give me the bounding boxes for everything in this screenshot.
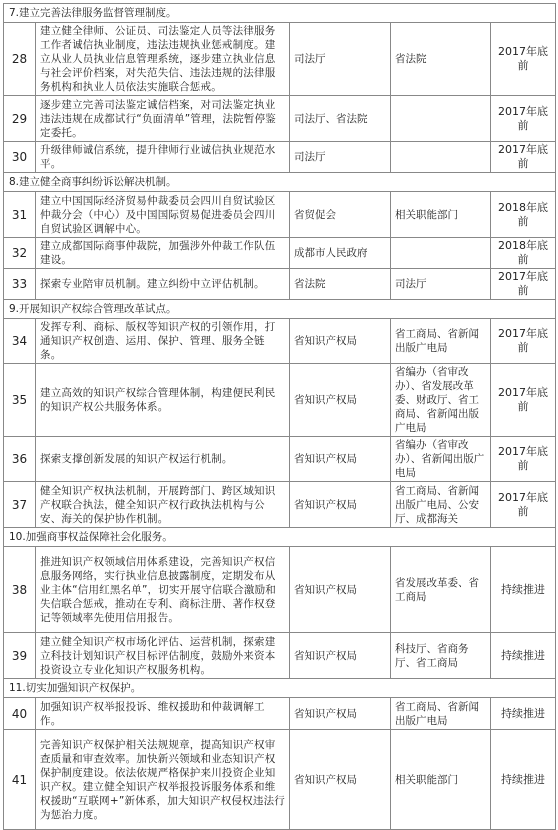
task-row — [4, 698, 556, 730]
task-number-cell: 30 — [4, 142, 36, 173]
lead-department-cell: 成都市人民政府 — [290, 238, 391, 269]
task-description-cell: 探索专业陪审员机制。建立纠纷中立评估机制。 — [36, 269, 290, 300]
section-header-row — [4, 528, 556, 547]
cooperating-department-cell: 省发展改革委、省工商局 — [391, 547, 491, 633]
task-description-cell: 完善知识产权保护相关法规规章，提高知识产权审查质量和审查效率。加快新兴领域和业态知识产权保护制度建设。依法依规严格保护来川投资企业知识产权。建立健全知识产权举报投诉服务体系和维权援助“互联网+”新体系，加大知识产权侵权违法行为惩治力度。 — [36, 730, 290, 830]
task-number-cell: 36 — [4, 437, 36, 482]
task-description-cell: 推进知识产权领域信用体系建设，完善知识产权信息服务网络，实行执业信息披露制度，定期发布从业主体“信用红黑名单”，切实开展守信联合激励和失信联合惩戒，推动在专利、商标注册、著作权登记等领域率先使用信用报告。 — [36, 547, 290, 633]
cooperating-department-cell: 省工商局、省新闻出版广电局 — [391, 698, 491, 730]
task-number-cell: 31 — [4, 192, 36, 238]
task-row — [4, 482, 556, 528]
lead-department-cell: 省知识产权局 — [290, 482, 391, 528]
section-title: 9.开展知识产权综合管理改革试点。 — [4, 300, 556, 319]
deadline-cell: 2017年底前 — [491, 142, 556, 173]
task-number-cell: 33 — [4, 269, 36, 300]
lead-department-cell: 省法院 — [290, 269, 391, 300]
task-number-cell: 37 — [4, 482, 36, 528]
cooperating-department-cell: 省工商局、省新闻出版广电局 — [391, 319, 491, 364]
task-description-cell: 建立成都国际商事仲裁院，加强涉外仲裁工作队伍建设。 — [36, 238, 290, 269]
lead-department-cell: 省知识产权局 — [290, 437, 391, 482]
task-row — [4, 96, 556, 142]
deadline-cell: 2017年底前 — [491, 96, 556, 142]
task-description-cell: 健全知识产权执法机制，开展跨部门、跨区域知识产权联合执法，健全知识产权行政执法机构与公安、海关的保护协作机制。 — [36, 482, 290, 528]
section-title: 7.建立完善法律服务监督管理制度。 — [4, 4, 556, 23]
cooperating-department-cell: 科技厅、省商务厅、省工商局 — [391, 633, 491, 679]
task-description-cell: 逐步建立完善司法鉴定诚信档案，对司法鉴定执业违法违规在成都试行“负面清单”管理，法院暂停鉴定委托。 — [36, 96, 290, 142]
lead-department-cell: 省知识产权局 — [290, 698, 391, 730]
cooperating-department-cell — [391, 142, 491, 173]
task-number-cell: 32 — [4, 238, 36, 269]
task-number-cell: 35 — [4, 364, 36, 437]
lead-department-cell: 司法厅 — [290, 142, 391, 173]
tasks-table-body — [4, 4, 556, 830]
deadline-cell: 2017年底前 — [491, 319, 556, 364]
lead-department-cell: 省知识产权局 — [290, 633, 391, 679]
task-description-cell: 加强知识产权举报投诉、维权援助和仲裁调解工作。 — [36, 698, 290, 730]
task-description-cell: 建立高效的知识产权综合管理体制，构建便民利民的知识产权公共服务体系。 — [36, 364, 290, 437]
section-header-row — [4, 173, 556, 192]
cooperating-department-cell — [391, 96, 491, 142]
deadline-cell: 持续推进 — [491, 633, 556, 679]
section-header-row — [4, 300, 556, 319]
task-number-cell: 38 — [4, 547, 36, 633]
deadline-cell: 持续推进 — [491, 730, 556, 830]
cooperating-department-cell: 省编办（省审改办）、省新闻出版广电局 — [391, 437, 491, 482]
deadline-cell: 2017年底前 — [491, 23, 556, 96]
task-description-cell: 建立健全知识产权市场化评估、运营机制，探索建立科技计划知识产权目标评估制度，鼓励外来资本投资设立专业化知识产权服务机构。 — [36, 633, 290, 679]
task-row — [4, 269, 556, 300]
tasks-table — [3, 3, 556, 830]
task-row — [4, 364, 556, 437]
task-row — [4, 547, 556, 633]
section-header-row — [4, 679, 556, 698]
cooperating-department-cell: 相关职能部门 — [391, 730, 491, 830]
lead-department-cell: 省贸促会 — [290, 192, 391, 238]
task-row — [4, 23, 556, 96]
task-number-cell: 29 — [4, 96, 36, 142]
lead-department-cell: 省知识产权局 — [290, 547, 391, 633]
cooperating-department-cell: 省法院 — [391, 23, 491, 96]
task-number-cell: 39 — [4, 633, 36, 679]
task-row — [4, 142, 556, 173]
task-number-cell: 40 — [4, 698, 36, 730]
task-row — [4, 238, 556, 269]
deadline-cell: 持续推进 — [491, 698, 556, 730]
task-description-cell: 建立中国国际经济贸易仲裁委员会四川自贸试验区仲裁分会（中心）及中国国际贸易促进委员会四川自贸试验区调解中心。 — [36, 192, 290, 238]
task-description-cell: 探索支撑创新发展的知识产权运行机制。 — [36, 437, 290, 482]
task-row — [4, 633, 556, 679]
lead-department-cell: 省知识产权局 — [290, 319, 391, 364]
task-description-cell: 发挥专利、商标、版权等知识产权的引领作用，打通知识产权创造、运用、保护、管理、服务全链条。 — [36, 319, 290, 364]
lead-department-cell: 省知识产权局 — [290, 364, 391, 437]
cooperating-department-cell — [391, 238, 491, 269]
section-title: 8.建立健全商事纠纷诉讼解决机制。 — [4, 173, 556, 192]
task-number-cell: 28 — [4, 23, 36, 96]
section-title: 10.加强商事权益保障社会化服务。 — [4, 528, 556, 547]
deadline-cell: 2017年底前 — [491, 437, 556, 482]
cooperating-department-cell: 司法厅 — [391, 269, 491, 300]
deadline-cell: 2017年底前 — [491, 269, 556, 300]
deadline-cell: 2017年底前 — [491, 364, 556, 437]
section-title: 11.切实加强知识产权保护。 — [4, 679, 556, 698]
deadline-cell: 2018年底前 — [491, 238, 556, 269]
cooperating-department-cell: 省编办（省审改办）、省发展改革委、财政厅、省工商局、省新闻出版广电局 — [391, 364, 491, 437]
task-row — [4, 192, 556, 238]
cooperating-department-cell: 相关职能部门 — [391, 192, 491, 238]
task-row — [4, 319, 556, 364]
deadline-cell: 2018年底前 — [491, 192, 556, 238]
deadline-cell: 持续推进 — [491, 547, 556, 633]
lead-department-cell: 司法厅、省法院 — [290, 96, 391, 142]
section-header-row — [4, 4, 556, 23]
task-number-cell: 41 — [4, 730, 36, 830]
task-description-cell: 升级律师诚信系统，提升律师行业诚信执业规范水平。 — [36, 142, 290, 173]
deadline-cell: 2017年底前 — [491, 482, 556, 528]
lead-department-cell: 省知识产权局 — [290, 730, 391, 830]
lead-department-cell: 司法厅 — [290, 23, 391, 96]
cooperating-department-cell: 省工商局、省新闻出版广电局、公安厅、成都海关 — [391, 482, 491, 528]
task-description-cell: 建立健全律师、公证员、司法鉴定人员等法律服务工作者诚信执业制度，违法违规执业惩戒制度。建立从业人员执业信息管理系统，逐步建立执业信息与社会评价档案，对失范失信、违法违规的法律服务机构和执业人员依法实施联合惩戒。 — [36, 23, 290, 96]
task-row — [4, 730, 556, 830]
task-row — [4, 437, 556, 482]
task-number-cell: 34 — [4, 319, 36, 364]
